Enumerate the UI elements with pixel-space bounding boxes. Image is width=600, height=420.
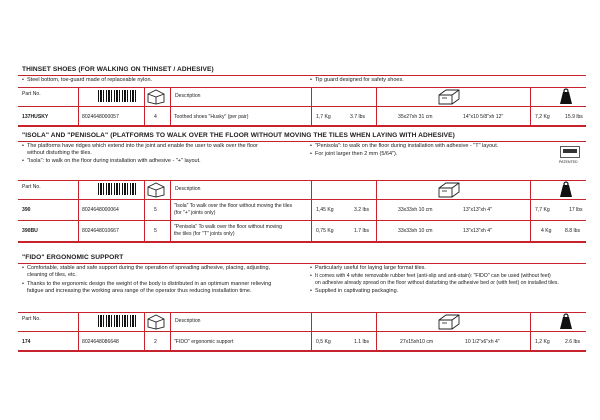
quantity: 4 xyxy=(154,114,157,120)
carton-dim-in: 13"x13"xh 4" xyxy=(463,207,492,213)
bullet-item: cleaning of tiles, etc. xyxy=(27,272,77,278)
section-divider xyxy=(18,141,586,142)
weight-lbs: 3.7 lbs xyxy=(350,114,366,120)
header-description: Description xyxy=(175,318,201,324)
bullet-item: • It comes with 4 white removable rubber feet (anti-slip and anti-stain): "FIDO" can be used (without feet) xyxy=(310,273,551,279)
weight-lbs: 1.1 lbs xyxy=(354,339,370,345)
carton-weight-lbs: 17 lbs xyxy=(569,207,583,213)
weight-icon xyxy=(559,181,573,197)
part-number: 137HUSKY xyxy=(22,114,49,120)
weight-lbs: 1.7 lbs xyxy=(354,228,370,234)
description: the tiles (for "T" joints only) xyxy=(174,231,235,237)
product-table xyxy=(18,87,586,126)
weight-icon xyxy=(559,313,573,329)
carton-weight-lbs: 8.8 lbs xyxy=(565,228,581,234)
carton-weight-kg: 1,2 Kg xyxy=(535,339,550,345)
ean-code: 8024648000057 xyxy=(82,114,119,120)
carton-dim-in: 10 1/2"x6"xh 4" xyxy=(465,339,500,345)
carton-icon xyxy=(438,89,460,104)
catalog-page xyxy=(18,0,586,420)
bullet-item: • For joint larger then 2 mm (5/64"). xyxy=(310,151,398,157)
bullet-item: fatigue and increasing the working area range of the operator thus reducing installation time. xyxy=(27,288,252,294)
bullet-item: • Comfortable, stable and safe support during the operation of spreading adhesive, placing, adjusting, xyxy=(22,265,271,271)
part-number: 174 xyxy=(22,339,31,345)
patented-badge-icon xyxy=(560,146,580,158)
part-number: 390BU xyxy=(22,228,38,234)
box-icon xyxy=(147,314,165,329)
description: "FIDO" ergonomic support xyxy=(174,339,234,345)
carton-dim-cm: 27x15xh10 cm xyxy=(400,339,434,345)
bullet-item: • Tip guard designed for safety shoes. xyxy=(310,77,404,83)
section-title: "ISOLA" AND "PENISOLA" (PLATFORMS TO WALK OVER THE FLOOR WITHOUT MOVING THE TILES WHEN LAYING WITH ADHESIVE) xyxy=(22,132,455,139)
header-part-no: Part No. xyxy=(22,91,41,97)
bullet-item: • "Isola": to walk on the floor during installation with adhesive - "+" layout. xyxy=(22,158,201,164)
description: (for "+" joints only) xyxy=(174,210,216,216)
section-divider xyxy=(18,75,586,76)
header-part-no: Part No. xyxy=(22,316,41,322)
bullet-item: • Steel bottom, toe-guard made of replaceable nylon. xyxy=(22,77,153,83)
bullet-item: • Particularly useful for laying large format tiles. xyxy=(310,265,426,271)
weight-kg: 0,75 Kg xyxy=(316,228,334,234)
carton-icon xyxy=(438,182,460,197)
barcode-icon xyxy=(98,183,136,195)
section-title: "FIDO" ERGONOMIC SUPPORT xyxy=(22,254,124,261)
box-icon xyxy=(147,182,165,197)
carton-dim-in: 13"x13"xh 4" xyxy=(463,228,492,234)
weight-kg: 1,7 Kg xyxy=(316,114,331,120)
carton-dim-cm: 33x33xh 10 cm xyxy=(398,207,433,213)
carton-icon xyxy=(438,314,460,329)
ean-code: 8024648010667 xyxy=(82,228,119,234)
weight-lbs: 3.2 lbs xyxy=(354,207,370,213)
description: "Penisola" To walk over the floor without moving xyxy=(174,224,282,230)
quantity: 2 xyxy=(154,339,157,345)
part-number: 390 xyxy=(22,207,31,213)
carton-weight-kg: 7,7 Kg xyxy=(535,207,550,213)
bullet-item: • Thanks to the ergonomic design the weight of the body is distributed in an optimum manner relieving xyxy=(22,281,272,287)
description: Toothed shoes "Husky" (per pair) xyxy=(174,114,249,120)
bullet-item: on adhesive already spread on the floor without disturbing the adhesive bed or (with feet) on installed tiles. xyxy=(315,280,559,286)
carton-dim-cm: 35x27xh 31 cm xyxy=(398,114,433,120)
quantity: 5 xyxy=(154,228,157,234)
carton-dim-in: 14"x10 5/8"xh 12" xyxy=(463,114,504,120)
product-table xyxy=(18,180,586,242)
bullet-item: • "Penisola": to walk on the floor during installation with adhesive - "T" layout. xyxy=(310,143,499,149)
carton-weight-lbs: 2.6 lbs xyxy=(565,339,581,345)
box-icon xyxy=(147,89,165,104)
bullet-item: • The platforms have ridges which extend into the joint and enable the user to walk over the floor xyxy=(22,143,258,149)
carton-dim-cm: 33x33xh 10 cm xyxy=(398,228,433,234)
bullet-item: • Supplied in captivating packaging. xyxy=(310,288,399,294)
section-divider xyxy=(18,263,586,264)
carton-weight-kg: 7,2 Kg xyxy=(535,114,550,120)
quantity: 5 xyxy=(154,207,157,213)
product-table xyxy=(18,312,586,351)
description: "Isola" To walk over the floor without moving the tiles xyxy=(174,203,293,209)
weight-kg: 0,5 Kg xyxy=(316,339,331,345)
barcode-icon xyxy=(98,90,136,102)
patented-label: PATENTED xyxy=(559,160,578,164)
barcode-icon xyxy=(98,315,136,327)
ean-code: 8024648086648 xyxy=(82,339,119,345)
header-description: Description xyxy=(175,93,201,99)
ean-code: 8024648000064 xyxy=(82,207,119,213)
header-part-no: Part No. xyxy=(22,184,41,190)
weight-kg: 1,45 Kg xyxy=(316,207,334,213)
carton-weight-lbs: 15.9 lbs xyxy=(565,114,583,120)
header-description: Description xyxy=(175,186,201,192)
section-title: THINSET SHOES (FOR WALKING ON THINSET / ADHESIVE) xyxy=(22,66,214,73)
carton-weight-kg: 4 Kg xyxy=(541,228,552,234)
weight-icon xyxy=(559,88,573,104)
bullet-item: without disturbing the tiles. xyxy=(27,150,92,156)
